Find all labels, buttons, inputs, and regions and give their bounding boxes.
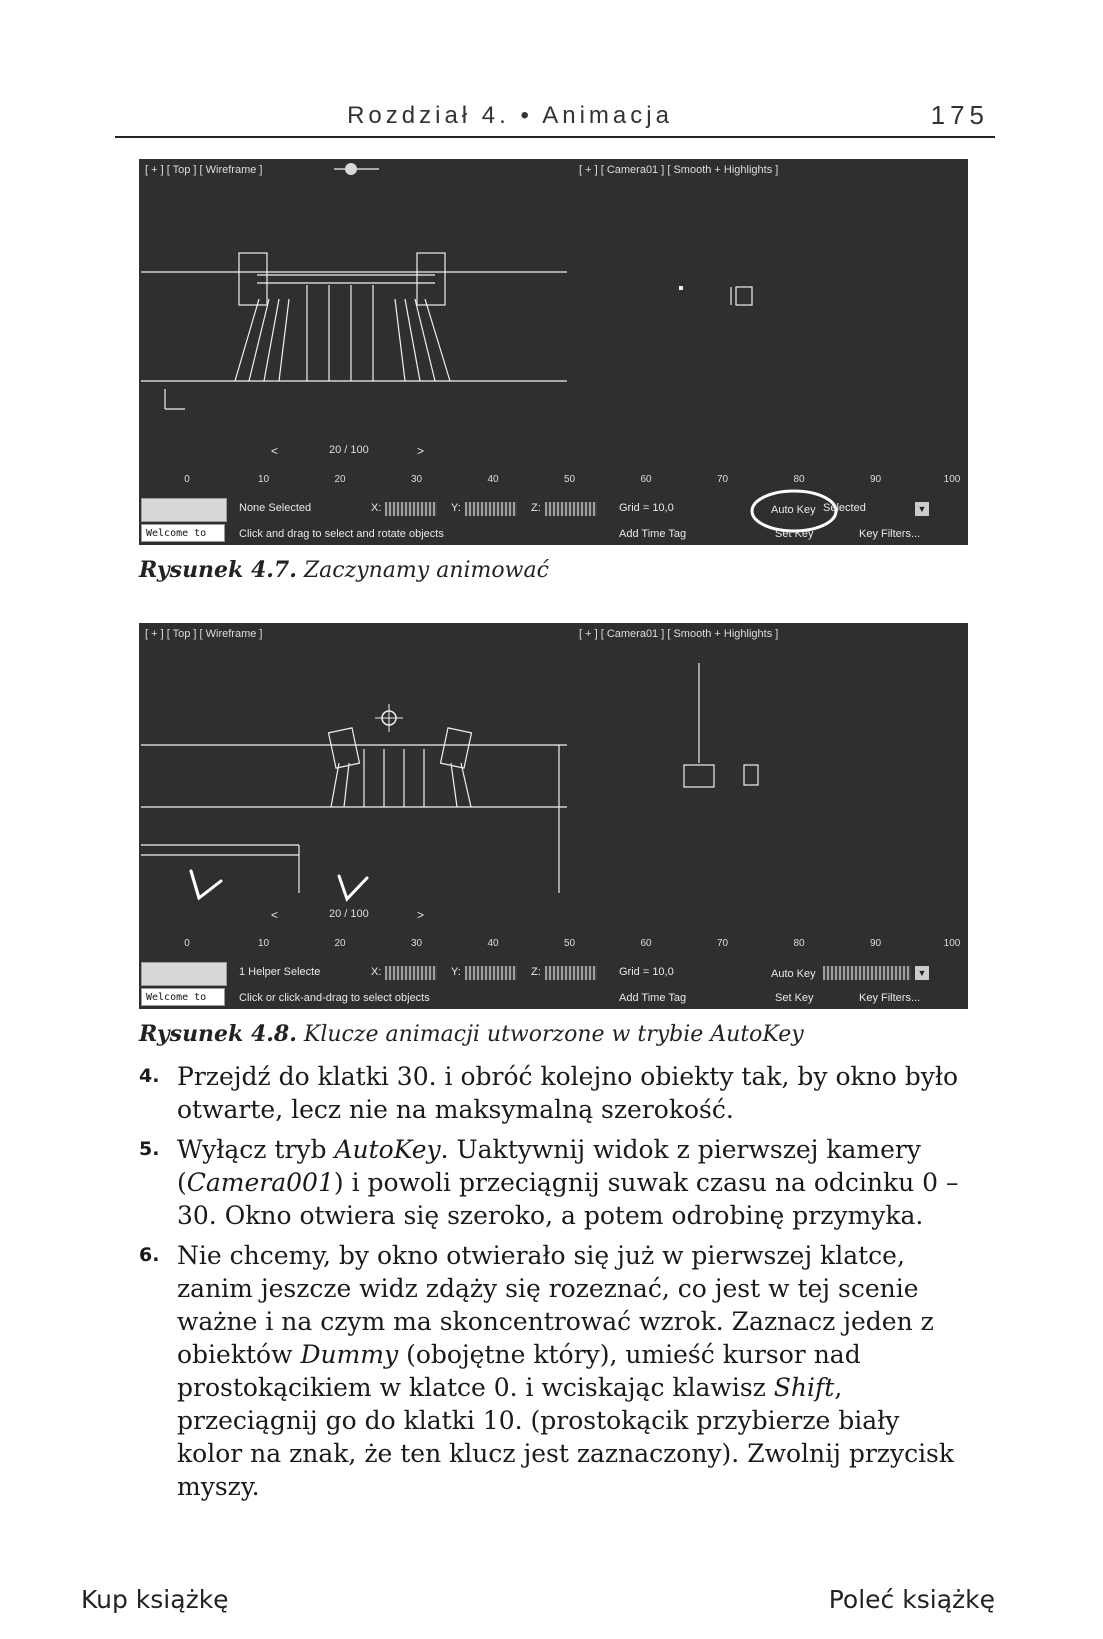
step-text-part: . Uaktywnij widok z pierwszej kamery ( — [177, 1135, 921, 1197]
tick-label: 50 — [563, 938, 576, 949]
step-text: Przejdź do klatki 30. i obróć kolejno obiekty tak, by okno było otwarte, lecz nie na maksymalną szerokość. — [177, 1062, 959, 1124]
tick-label: 70 — [716, 474, 729, 485]
selection-status: None Selected — [239, 502, 312, 514]
y-coordinate-field[interactable] — [465, 502, 517, 516]
tick-label: 40 — [487, 938, 499, 949]
tick-label: 10 — [257, 474, 270, 485]
step-term: AutoKey — [334, 1135, 441, 1164]
tick-label: 90 — [869, 938, 882, 949]
viewport-scene — [139, 623, 968, 908]
frame-counter: 20 / 100 — [329, 908, 369, 920]
set-key-button[interactable]: Set Key — [775, 992, 814, 1004]
x-label: X: — [371, 502, 382, 514]
caption-label: Rysunek 4.7. — [139, 557, 297, 583]
y-coordinate-field[interactable] — [465, 966, 517, 980]
step-number: 5. — [139, 1138, 160, 1160]
add-time-tag-button[interactable]: Add Time Tag — [619, 528, 687, 540]
viewport-top-label: [ + ] [ Top ] [ Wireframe ] — [145, 164, 263, 176]
chapter-title: Rozdział 4. • Animacja — [347, 102, 673, 129]
chevron-down-icon[interactable]: ▼ — [915, 966, 929, 980]
step-item — [139, 1239, 969, 1503]
timeline[interactable] — [139, 444, 968, 544]
mini-listener[interactable] — [141, 498, 227, 522]
chevron-down-icon[interactable]: ▼ — [915, 502, 929, 516]
running-head — [115, 100, 995, 138]
step-text-part: Nie chcemy, by okno otwierało się już w pierwszej klatce, zanim jeszcze widz zdąży się rozeznać, co jest w tej scenie ważne i na czym ma skoncentrować wzrok. Zaznacz jeden z obiektów — [177, 1241, 934, 1369]
selected-dropdown[interactable]: Selected — [823, 502, 866, 514]
prompt-text: Click or click-and-drag to select objects — [239, 992, 430, 1004]
figure-4-7-caption — [139, 557, 549, 583]
page-number: 175 — [930, 100, 989, 130]
step-item — [139, 1060, 969, 1126]
z-label: Z: — [531, 502, 541, 514]
selection-set-dropdown[interactable] — [823, 966, 911, 980]
figure-4-8-screenshot — [139, 623, 968, 1009]
figure-4-8-caption — [139, 1021, 804, 1047]
step-term: Camera001 — [186, 1168, 334, 1197]
add-time-tag-button[interactable]: Add Time Tag — [619, 992, 687, 1004]
auto-key-button[interactable]: Auto Key — [771, 968, 816, 980]
tick-label: 30 — [410, 474, 423, 485]
x-label: X: — [371, 966, 382, 978]
scrub-prev-icon[interactable]: < — [271, 908, 279, 922]
frame-counter: 20 / 100 — [329, 444, 369, 456]
status-bar — [139, 958, 968, 1008]
tick-label: 90 — [869, 474, 882, 485]
tick-label: 60 — [640, 474, 652, 485]
step-text-part: (obojętne który), umieść kursor nad prostokącikiem w klatce 0. i wciskając klawisz — [177, 1340, 861, 1402]
grid-value: Grid = 10,0 — [619, 502, 674, 514]
timeline[interactable] — [139, 908, 968, 1008]
tick-label: 50 — [563, 474, 576, 485]
set-key-button[interactable]: Set Key — [775, 528, 814, 540]
timeline-ticks — [184, 938, 961, 952]
auto-key-button[interactable]: Auto Key — [771, 504, 816, 516]
viewport-top-label: [ + ] [ Top ] [ Wireframe ] — [145, 628, 263, 640]
tick-label: 80 — [793, 938, 805, 949]
tick-label: 60 — [640, 938, 652, 949]
tick-label: 80 — [793, 474, 805, 485]
x-coordinate-field[interactable] — [385, 502, 437, 516]
step-text-part: ) i powoli przeciągnij suwak czasu na odcinku 0 – 30. Okno otwiera się szeroko, a potem odrobinę przymyka. — [177, 1168, 959, 1230]
figure-4-7-screenshot — [139, 159, 968, 545]
instruction-steps — [139, 1060, 969, 1510]
key-filters-button[interactable]: Key Filters... — [859, 528, 921, 540]
step-term: Shift — [773, 1373, 835, 1402]
step-number: 6. — [139, 1244, 160, 1266]
viewport-camera-label: [ + ] [ Camera01 ] [ Smooth + Highlights ] — [579, 164, 779, 176]
y-label: Y: — [451, 966, 461, 978]
z-label: Z: — [531, 966, 541, 978]
viewport-camera-label: [ + ] [ Camera01 ] [ Smooth + Highlights ] — [579, 628, 779, 640]
caption-text: Klucze animacji utworzone w trybie AutoKey — [303, 1022, 804, 1047]
z-coordinate-field[interactable] — [545, 502, 597, 516]
tick-label: 10 — [257, 938, 270, 949]
selection-status: 1 Helper Selecte — [239, 966, 321, 978]
step-text-part: , przeciągnij go do klatki 10. (prostokącik przybierze biały kolor na znak, że ten klucz jest zaznaczony). Zwolnij przycisk myszy. — [177, 1373, 955, 1501]
status-bar — [139, 494, 968, 544]
step-item — [139, 1133, 969, 1232]
tick-label: 0 — [184, 474, 190, 485]
recommend-book-link[interactable]: Poleć książkę — [828, 1585, 995, 1614]
prompt-text: Click and drag to select and rotate objects — [239, 528, 444, 540]
tick-label: 70 — [716, 938, 729, 949]
maxscript-listener[interactable]: Welcome to — [141, 988, 225, 1006]
caption-text: Zaczynamy animować — [303, 558, 549, 583]
scrub-next-icon[interactable]: > — [417, 908, 425, 922]
tick-label: 0 — [184, 938, 190, 949]
viewport-scene — [139, 159, 968, 444]
key-filters-button[interactable]: Key Filters... — [859, 992, 921, 1004]
timeline-ticks — [184, 474, 961, 488]
tick-label: 20 — [334, 938, 346, 949]
tick-label: 40 — [487, 474, 499, 485]
tick-label: 20 — [334, 474, 346, 485]
z-coordinate-field[interactable] — [545, 966, 597, 980]
tick-label: 100 — [943, 938, 961, 949]
mini-listener[interactable] — [141, 962, 227, 986]
scrub-prev-icon[interactable]: < — [271, 444, 279, 458]
step-term: Dummy — [300, 1340, 399, 1369]
buy-book-link[interactable]: Kup książkę — [81, 1585, 229, 1614]
scrub-next-icon[interactable]: > — [417, 444, 425, 458]
grid-value: Grid = 10,0 — [619, 966, 674, 978]
step-text-part: Wyłącz tryb — [177, 1135, 335, 1164]
tick-label: 30 — [410, 938, 423, 949]
caption-label: Rysunek 4.8. — [139, 1021, 297, 1047]
step-number: 4. — [139, 1065, 160, 1087]
tick-label: 100 — [943, 474, 961, 485]
maxscript-listener[interactable]: Welcome to — [141, 524, 225, 542]
y-label: Y: — [451, 502, 461, 514]
x-coordinate-field[interactable] — [385, 966, 437, 980]
